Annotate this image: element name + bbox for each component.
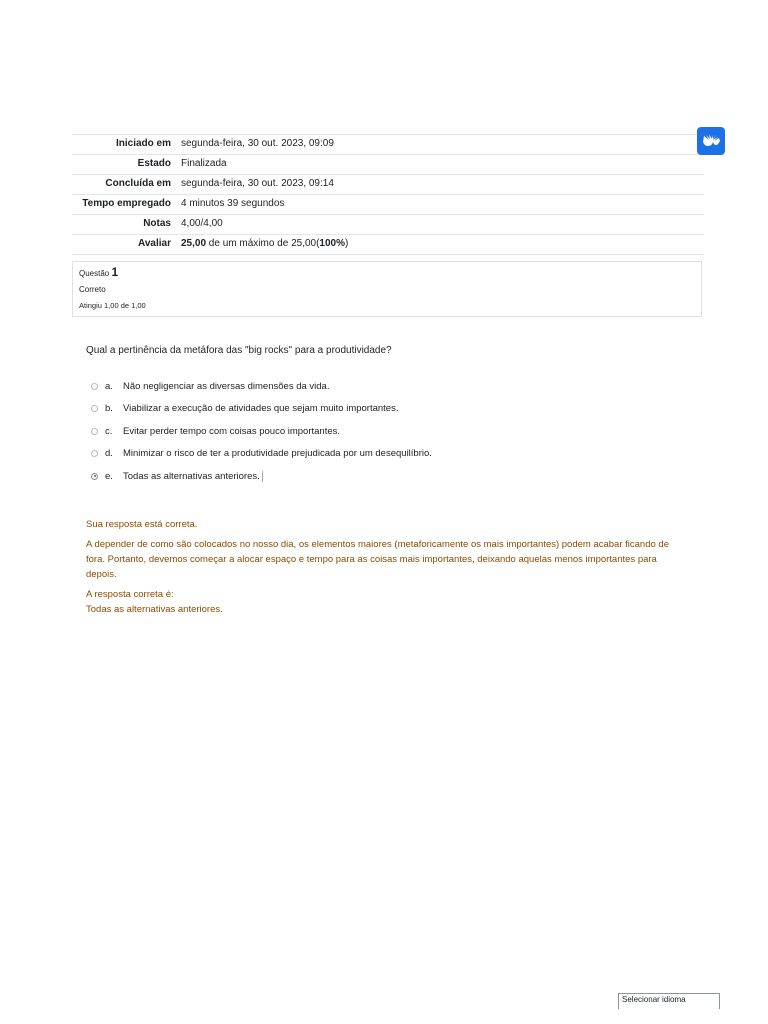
summary-value: segunda-feira, 30 out. 2023, 09:14 — [181, 175, 704, 195]
vlibras-accessibility-button[interactable] — [697, 127, 725, 155]
question-number — [79, 266, 695, 280]
option-letter: e. — [105, 470, 113, 482]
option-letter: a. — [105, 380, 113, 392]
grade-score: 25,00 — [181, 238, 207, 249]
question-prefix: Questão — [79, 269, 110, 278]
right-answer: Todas as alternativas anteriores. — [86, 604, 223, 615]
radio-button[interactable] — [91, 428, 98, 435]
summary-row-state — [72, 155, 704, 175]
feedback-correct: Sua resposta está correta. — [86, 519, 198, 530]
summary-value: Finalizada — [181, 155, 704, 175]
summary-value — [181, 235, 704, 255]
answer-option-d[interactable] — [91, 443, 432, 466]
text-cursor — [262, 471, 263, 482]
summary-label: Tempo empregado — [72, 195, 181, 215]
question-number-value: 1 — [111, 265, 119, 279]
answer-option-c[interactable] — [91, 420, 432, 443]
option-letter: b. — [105, 403, 113, 415]
summary-value: segunda-feira, 30 out. 2023, 09:09 — [181, 135, 704, 155]
option-text: Viabilizar a execução de atividades que sejam muito importantes. — [123, 403, 399, 415]
grade-max: de um máximo de 25,00( — [206, 238, 320, 249]
summary-label: Iniciado em — [72, 135, 181, 155]
feedback-explanation: A depender de como são colocados no nosso dia, os elementos maiores (metaforicamente os mais importantes) podem acabar ficando de fora. Portanto, devemos começar a alocar espaço e tempo para as coisas mais importantes, deixando aquelas menos importantes para depois. — [86, 539, 669, 580]
summary-row-started — [72, 135, 704, 155]
feedback-panel — [86, 517, 690, 617]
attempt-summary-table — [72, 134, 704, 255]
summary-label: Concluída em — [72, 175, 181, 195]
summary-label: Notas — [72, 215, 181, 235]
summary-value: 4,00/4,00 — [181, 215, 704, 235]
vlibras-hands-icon — [701, 132, 721, 150]
grade-percent: 100% — [319, 238, 345, 249]
summary-row-time — [72, 195, 704, 215]
radio-button-selected[interactable] — [91, 473, 98, 480]
summary-label: Avaliar — [72, 235, 181, 255]
option-text: Evitar perder tempo com coisas pouco importantes. — [123, 425, 341, 437]
language-selector[interactable]: Selecionar idioma — [618, 993, 720, 1009]
answer-option-e[interactable] — [91, 465, 432, 488]
answer-option-a[interactable] — [91, 375, 432, 398]
summary-row-completed — [72, 175, 704, 195]
option-text: Minimizar o risco de ter a produtividade prejudicada por um desequilíbrio. — [123, 448, 432, 460]
option-letter: c. — [105, 425, 113, 437]
question-info-box — [72, 261, 702, 317]
option-text: Todas as alternativas anteriores. — [123, 470, 260, 482]
grade-close: ) — [345, 238, 349, 249]
option-letter: d. — [105, 448, 113, 460]
radio-button[interactable] — [91, 450, 98, 457]
question-grade: Atingiu 1,00 de 1,00 — [79, 301, 146, 310]
radio-button[interactable] — [91, 383, 98, 390]
answer-options — [91, 375, 432, 488]
question-status: Correto — [79, 285, 106, 294]
question-text: Qual a pertinência da metáfora das "big rocks" para a produtividade? — [86, 345, 392, 356]
right-answer-label: A resposta correta é: — [86, 589, 174, 600]
summary-label: Estado — [72, 155, 181, 175]
option-text: Não negligenciar as diversas dimensões da vida. — [123, 380, 330, 392]
radio-button[interactable] — [91, 405, 98, 412]
summary-value: 4 minutos 39 segundos — [181, 195, 704, 215]
summary-row-grade — [72, 235, 704, 255]
answer-option-b[interactable] — [91, 398, 432, 421]
summary-row-marks — [72, 215, 704, 235]
